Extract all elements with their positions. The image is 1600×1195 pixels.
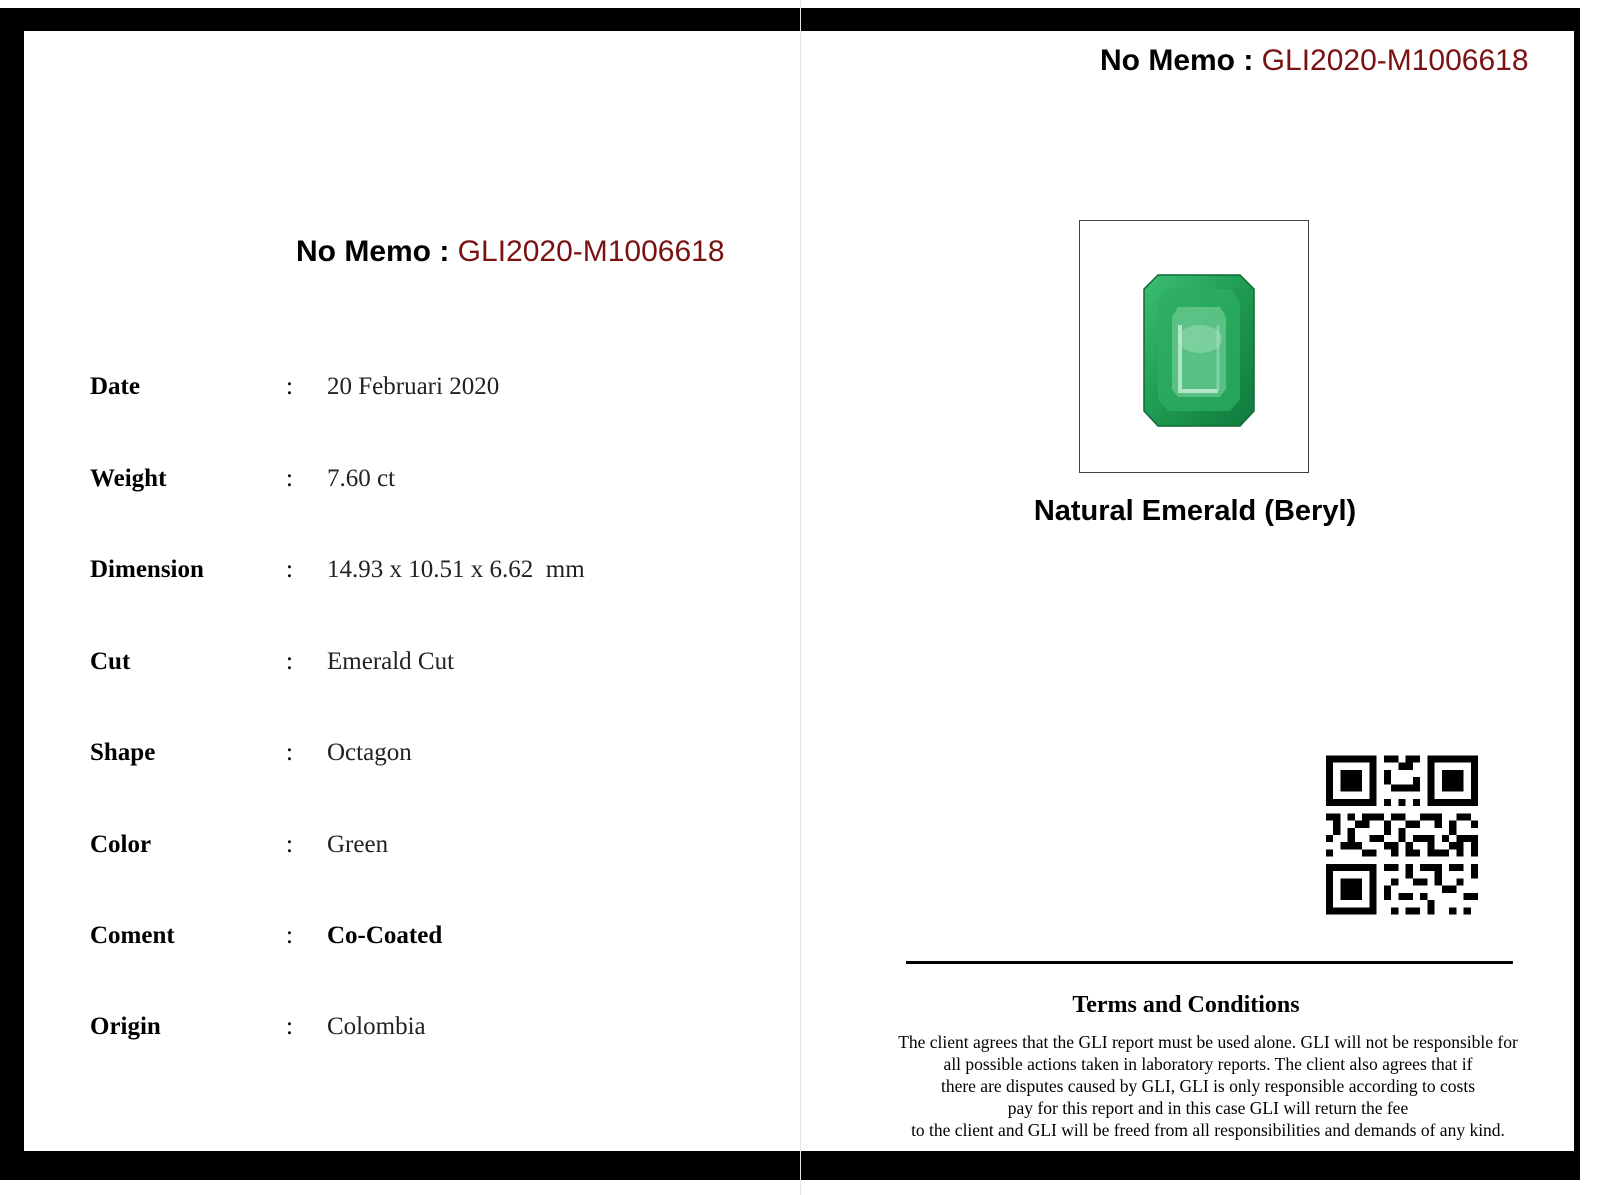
terms-line: there are disputes caused by GLI, GLI is only responsible according to costs bbox=[940, 1076, 1476, 1096]
field-value: Co-Coated bbox=[327, 922, 443, 949]
field-label: Coment bbox=[90, 922, 175, 949]
field-label: Date bbox=[90, 373, 140, 400]
field-label: Shape bbox=[90, 739, 156, 766]
field-colon: : bbox=[286, 556, 293, 583]
field-origin bbox=[90, 1013, 710, 1047]
field-label: Origin bbox=[90, 1013, 161, 1040]
field-dimension bbox=[90, 556, 710, 590]
terms-line: all possible actions taken in laboratory reports. The client also agrees that if bbox=[943, 1054, 1473, 1074]
certificate-page bbox=[24, 31, 1574, 1151]
field-value: 7.60 ct bbox=[327, 465, 396, 492]
terms-body bbox=[848, 1031, 1568, 1141]
qr-code-icon bbox=[1326, 754, 1478, 916]
memo-label: No Memo : bbox=[296, 235, 450, 268]
field-weight bbox=[90, 465, 710, 499]
field-cut bbox=[90, 648, 710, 682]
field-label: Dimension bbox=[90, 556, 204, 583]
field-colon: : bbox=[286, 373, 293, 400]
memo-number-left bbox=[296, 235, 725, 269]
field-shape bbox=[90, 739, 710, 773]
field-colon: : bbox=[286, 648, 293, 675]
field-value: Colombia bbox=[327, 1013, 426, 1040]
field-value: Green bbox=[327, 831, 389, 858]
page-fold-divider bbox=[800, 0, 801, 1195]
terms-divider-line bbox=[906, 961, 1513, 964]
gem-name: Natural Emerald (Beryl) bbox=[1033, 495, 1357, 527]
field-value: Octagon bbox=[327, 739, 412, 766]
field-comment bbox=[90, 922, 710, 956]
memo-value: GLI2020-M1006618 bbox=[1261, 44, 1529, 77]
field-value: Emerald Cut bbox=[327, 648, 455, 675]
field-value: 20 Februari 2020 bbox=[327, 373, 500, 400]
field-label: Cut bbox=[90, 648, 131, 675]
field-colon: : bbox=[286, 465, 293, 492]
field-color bbox=[90, 831, 710, 865]
memo-label: No Memo : bbox=[1100, 44, 1254, 77]
gem-photo-frame bbox=[1079, 220, 1309, 473]
field-colon: : bbox=[286, 831, 293, 858]
field-label: Color bbox=[90, 831, 152, 858]
field-colon: : bbox=[286, 739, 293, 766]
field-date bbox=[90, 373, 710, 407]
field-colon: : bbox=[286, 922, 293, 949]
terms-line: pay for this report and in this case GLI will return the fee bbox=[1007, 1098, 1409, 1118]
field-colon: : bbox=[286, 1013, 293, 1040]
memo-value: GLI2020-M1006618 bbox=[457, 235, 725, 268]
terms-line: The client agrees that the GLI report must be used alone. GLI will not be responsible for bbox=[898, 1032, 1518, 1052]
memo-number-right bbox=[1100, 44, 1529, 78]
emerald-gem-image bbox=[1080, 221, 1308, 472]
terms-line: to the client and GLI will be freed from all responsibilities and demands of any kind. bbox=[911, 1120, 1505, 1140]
field-label: Weight bbox=[90, 465, 167, 492]
terms-title: Terms and Conditions bbox=[1072, 992, 1300, 1018]
field-value: 14.93 x 10.51 x 6.62 mm bbox=[327, 556, 585, 583]
